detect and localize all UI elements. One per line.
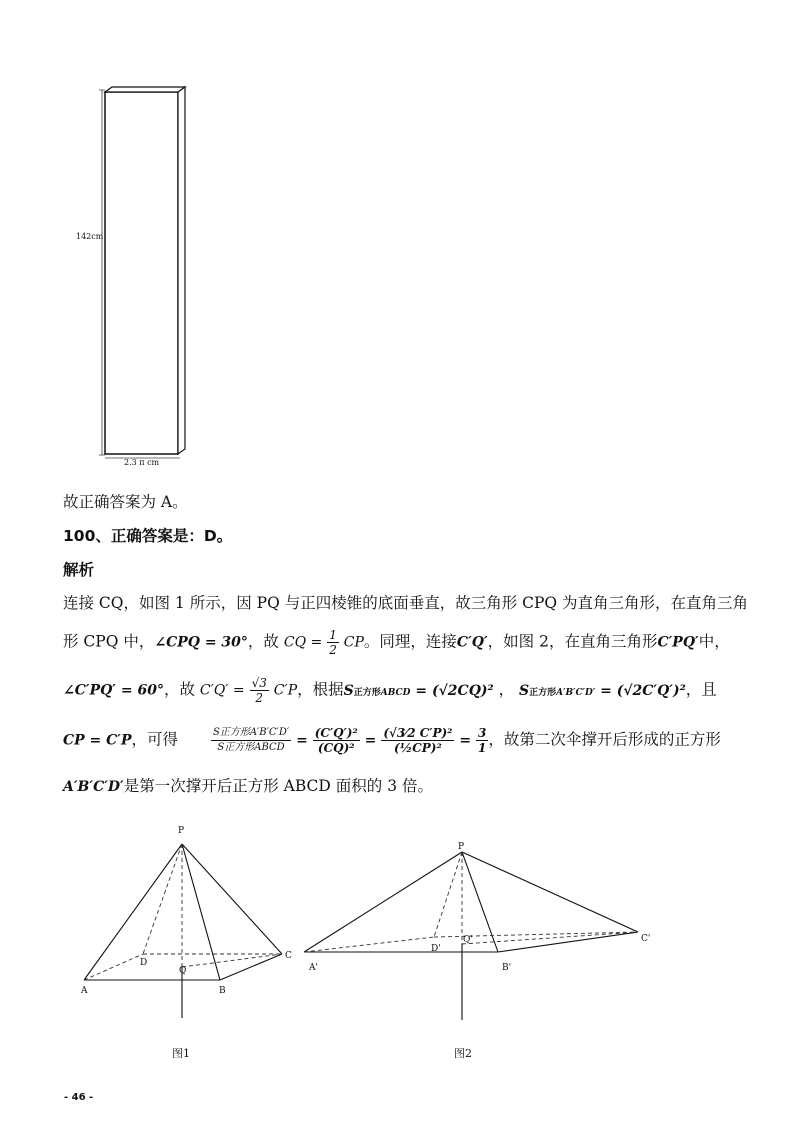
analysis-line-3 [63,676,717,705]
text-fragment: ，可得 [131,730,179,749]
fig2-label-a: A' [309,963,318,973]
triangle-cpq-prime: C′PQ′ [657,634,699,651]
page-number: - 46 - [64,1092,94,1103]
fraction-three: $\frac{3}{1}$ [478,726,487,755]
equals-sign: = [364,732,377,749]
box-width-label: 2.3 π cm [124,458,160,467]
area-abcd-prime: S正方形A′B′C′D′ = (√2C′Q′)² [519,682,686,699]
text-fragment: 形 CPQ 中， [63,632,155,651]
fraction-half: $\frac{1}{2}$ [329,628,337,657]
previous-conclusion: 故正确答案为 A。 [63,493,188,511]
fig1-label-q: Q [179,966,187,976]
text-fragment: ，根据 [297,680,344,699]
fig2-caption: 图2 [454,1047,472,1060]
fig2-label-p: P [458,842,465,852]
fig1-caption: 图1 [172,1047,190,1060]
text-fragment: ， [498,680,515,699]
box-height-label: 142cm [76,232,104,241]
area-abcd: S正方形ABCD = (√2CQ)² [343,682,494,699]
fig2-label-b: B' [502,963,512,973]
eq-left: CQ = [283,634,323,651]
fig2-label-q: Q' [463,935,473,945]
eq-right: C′P [273,682,298,699]
text-fragment: ，故第二次伞撑开后形成的正方形 [488,730,721,749]
text-fragment: ，如图 2，在直角三角形 [487,632,658,651]
fraction-root3-half: $\frac{√3}{2}$ [251,676,267,705]
fraction-cp-ratio: $\frac{\text{(√3⁄2 C′P)²}}{\text{(½CP)²}}$ [383,726,453,755]
fig1-label-p: P [178,826,185,836]
square-abcd-prime: A′B′C′D′ [63,779,124,795]
text-fragment: ，且 [685,680,717,699]
pyramid-figure-2 [300,840,660,1020]
analysis-heading: 解析 [63,561,95,579]
text-fragment: ，故 [247,632,279,651]
analysis-line-1: 连接 CQ，如图 1 所示，因 PQ 与正四棱锥的底面垂直，故三角形 CPQ 为直角三角形，在直角三角 [63,594,749,612]
answer-heading: 100、正确答案是：D。 [63,527,233,545]
segment-cq-prime: C′Q′ [456,634,488,651]
eq-left: C′Q′ = [199,682,245,699]
angle-cpq: ∠CPQ = 30° [154,634,248,651]
pyramid-figure-1 [70,820,310,1020]
fig1-label-d: D [140,958,148,968]
box-figure [70,80,200,475]
text-fragment: 。同理，连接 [363,632,457,651]
fraction-cq-ratio: $\frac{\text{(C′Q′)²}}{\text{(CQ)²}}$ [314,726,358,755]
fig2-label-d: D' [431,944,441,954]
equals-sign: = [296,732,308,749]
text-fragment: 中， [698,632,730,651]
analysis-line-4 [63,726,721,755]
fig1-label-a: A [81,986,88,996]
fig2-label-c: C' [641,934,651,944]
analysis-line-2 [63,628,730,657]
fig1-label-c: C [285,951,292,961]
fraction-area-ratio: $\frac{\text{S正方形A′B′C′D′}}{\text{S正方形ABCD}}$ [212,727,290,753]
eq-right: CP [343,634,364,651]
analysis-line-5 [63,776,433,797]
fig1-label-b: B [219,986,226,996]
text-fragment: 是第一次撑开后正方形 ABCD 面积的 3 倍。 [123,777,433,795]
equals-sign: = [459,732,472,749]
angle-cpq-prime: ∠C′PQ′ = 60° [63,682,164,699]
text-fragment: ，故 [163,680,195,699]
eq-cp: CP = C′P [63,732,132,749]
